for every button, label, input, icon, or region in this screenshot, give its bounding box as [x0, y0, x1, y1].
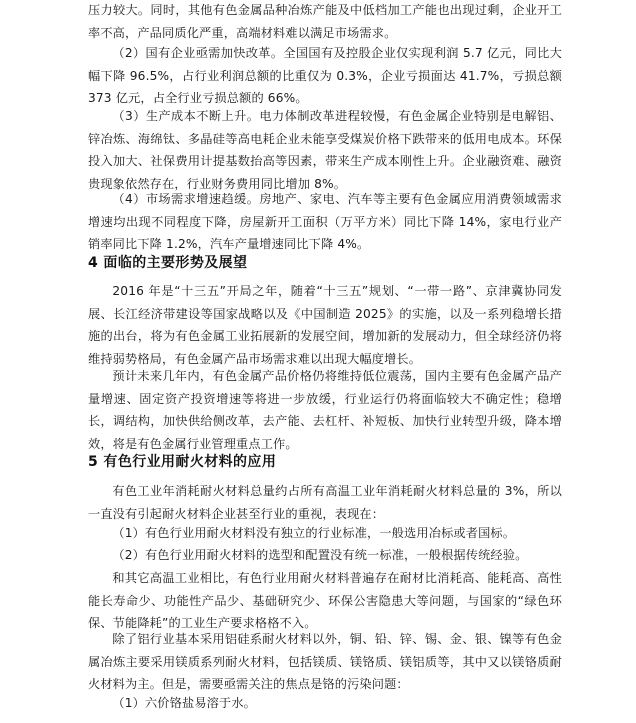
paragraph-section4-1: 2016 年是“十三五”开局之年，随着“十三五”规划、“一带一路”、京津冀协同发展、长江经济带建设等国家战略以及《中国制造 2025》的实施，以及一系列稳增长措施的出台，将为有色金属工业拓展新的发展空间，增加新的发展动力，但全球经济仍将维持弱势格局，有色金属产品市场需求难以出现大幅度增长。 — [88, 284, 562, 366]
section-heading-5: 5 有色行业用耐火材料的应用 — [88, 454, 277, 470]
paragraph-section5-item1: （1）有色行业用耐火材料没有独立的行业标准，一般选用冶标或者国标。 — [112, 526, 516, 540]
paragraph-section5-item2: （2）有色行业用耐火材料的选型和配置没有统一标准，一般根据传统经验。 — [112, 548, 528, 562]
section-heading-4: 4 面临的主要形势及展望 — [88, 255, 248, 271]
paragraph-section4-2: 预计未来几年内，有色金属产品价格仍将维持低位震荡，国内主要有色金属产品产量增速、固定资产投资增速等将进一步放缓，行业运行仍将面临较大不确定性；稳增长，调结构，加快供给侧改革，去产能、去杠杆、补短板、加快行业转型升级，降本增效，将是有色金属行业管理重点工作。 — [88, 369, 562, 451]
paragraph-section5-item3: （1）六价铬盐易溶于水。 — [112, 696, 257, 710]
paragraph-item-3: （3）生产成本不断上升。电力体制改革进程较慢，有色金属企业特别是电解铝、锌冶炼、海绵钛、多晶硅等高电耗企业未能享受煤炭价格下跌带来的低用电成本。环保投入加大、社保费用计提基数抬高等因素，带来生产成本刚性上升。企业融资难、融资贵现象依然存在，行业财务费用同比增加 8%。 — [88, 109, 562, 191]
paragraph-section5-3: 除了铝行业基本采用铝硅系耐火材料以外，铜、铅、锌、锡、金、银、镍等有色金属冶炼主要采用镁质系列耐火材料，包括镁质、镁铬质、镁铝质等，其中又以镁铬质耐火材料为主。但是，需要亟需关注的焦点是铬的污染问题： — [88, 632, 562, 692]
paragraph-section5-1: 有色工业年消耗耐火材料总量约占所有高温工业年消耗耐火材料总量的 3%，所以一直没有引起耐火材料企业甚至行业的重视，表现在： — [88, 484, 562, 521]
paragraph-intro: 压力较大。同时，其他有色金属品种冶炼产能及中低档加工产能也出现过剩，企业开工率不高，产品同质化严重，高端材料难以满足市场需求。 — [88, 3, 562, 40]
paragraph-item-2: （2）国有企业亟需加快改革。全国国有及控股企业仅实现利润 5.7 亿元，同比大幅下降 96.5%，占行业利润总额的比重仅为 0.3%，企业亏损面达 41.7%，亏损总额 373 亿元，占全行业亏损总额的 66%。 — [88, 46, 562, 106]
paragraph-section5-2: 和其它高温工业相比，有色行业用耐火材料普遍存在耐材比消耗高、能耗高、高性能长寿命少、功能性产品少、基础研究少、环保公害隐患大等问题，与国家的“绿色环保、节能降耗”的工业生产要求格格不入。 — [88, 571, 562, 631]
paragraph-item-4: （4）市场需求增速趋缓。房地产、家电、汽车等主要有色金属应用消费领域需求增速均出现不同程度下降，房屋新开工面积（万平方米）同比下降 14%，家电行业产销率同比下降 1.2%，汽车产量增速同比下降 4%。 — [88, 192, 562, 252]
